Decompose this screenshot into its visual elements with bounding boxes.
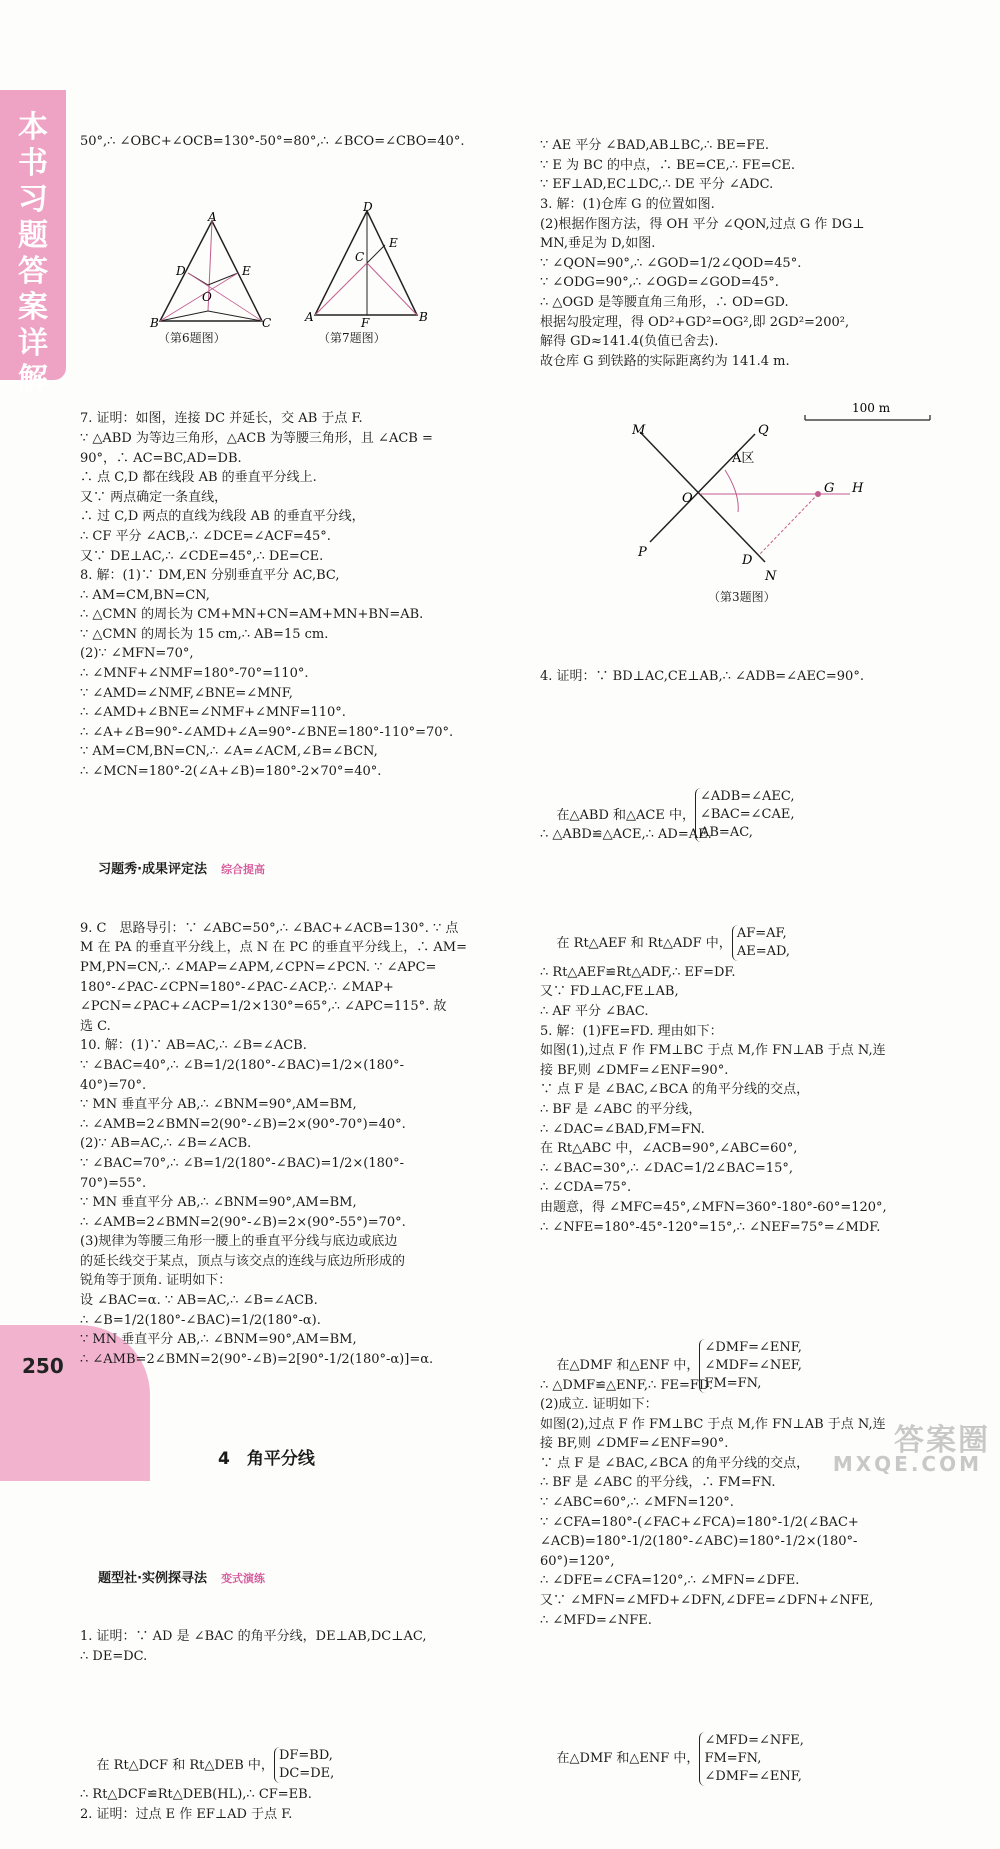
text-line: 在 Rt△ABC 中，∠ACB=90°,∠ABC=60°, [540,1141,798,1157]
text-line: ∴ AF 平分 ∠BAC. [540,1004,649,1019]
sidebar-tab [0,90,66,397]
brace-group [732,925,790,961]
text-line: ∵ ∠ODG=90°,∴ ∠OGD=∠GOD=45°. [540,275,779,291]
text-line: ∴ BF 是 ∠ABC 的平分线， [540,1101,702,1117]
page-number: 250 [22,1354,64,1378]
text-line: M 在 PA 的垂直平分线上，点 N 在 PC 的垂直平分线上，∴ AM= [80,940,467,956]
text-line: ∴ ∠AMB=2∠BMN=2(90°-∠B)=2×(90°-55°)=70°. [80,1214,406,1230]
fig3-label: G [824,481,835,497]
text-line: ∵ E 为 BC 的中点，∴ BE=CE,∴ FE=CE. [540,157,796,173]
brace-block-4: 在△DMF 和△ENF 中， ∠DMF=∠ENF, ∠MDF=∠NEF, FM=FN, [556,1339,802,1391]
section-tag: 综合提高 [221,863,266,876]
brace-line: DF=BD, [278,1748,333,1764]
text-line: ∴ ∠BAC=30°,∴ ∠DAC=1/2∠BAC=15°, [540,1160,793,1176]
text-line: 接 BF,则 ∠DMF=∠ENF=90°. [540,1436,729,1452]
fig3-label: P [638,545,647,561]
fig3-label: N [765,569,777,585]
text-line: (2)∵ AB=AC,∴ ∠B=∠ACB. [80,1136,252,1152]
text-line: ∴ ∠MFD=∠NFE. [540,1612,652,1628]
brace-block-1: 在 Rt△DCF 和 Rt△DEB 中， DF=BD, DC=DE, [96,1748,335,1782]
chapter-title: 4 角平分线 [218,1449,315,1470]
text-line: 3. 解：(1)仓库 G 的位置如图. [540,196,715,212]
brace-block-2: 在△ABD 和△ACE 中， ∠ADB=∠AEC, ∠BAC=∠CAE, AB=AC, [556,789,795,841]
text-line: 40°)=70°. [80,1077,147,1093]
text-line: ∴ CF 平分 ∠ACB,∴ ∠DCE=∠ACF=45°. [80,528,331,544]
section-heading-2: 题型社·实例探寻法 变式演练 [98,1570,266,1586]
text-line: ∴ △ABD≌△ACE,∴ AD=AE. [540,826,712,842]
text-line: ∵ ∠CFA=180°-(∠FAC+∠FCA)=180°-1/2(∠BAC+ [540,1514,859,1530]
text-line: 7. 证明：如图，连接 DC 并延长，交 AB 于点 F. [80,411,363,427]
fig7-label: B [419,309,428,324]
fig3-label: D [742,553,753,569]
text-line: ∴ ∠CDA=75°. [540,1180,632,1196]
brace-line: ∠DMF=∠ENF, [704,1768,802,1784]
brace-group [274,1747,334,1783]
text-line: 60°)=120°, [540,1553,615,1569]
brace-group [699,1732,803,1786]
left-lines-d [80,1785,500,1824]
brace-line: FM=FN, [704,1375,762,1391]
fig7-label: D [363,199,373,214]
text-line: 根据勾股定理，得 OD²+GD²=OG²,即 2GD²=200², [540,314,850,330]
fig3-label: Q [758,423,769,439]
text-line: ∵ AM=CM,BN=CN,∴ ∠A=∠ACM,∠B=∠BCN, [80,744,378,760]
brace-line: ∠MFD=∠NFE, [704,1732,804,1748]
brace-line: ∠ADB=∠AEC, [699,789,795,805]
right-lines-d [540,963,995,1237]
brace-line: FM=FN, [704,1750,762,1766]
text-line: 锐角等于顶角. 证明如下： [80,1273,232,1289]
text-line: 的延长线交于某点，顶点与该交点的连线与底边所形成的 [80,1253,406,1269]
text-line: 如图(2),过点 F 作 FM⊥BC 于点 M,作 FN⊥AB 于点 N,连 [540,1416,886,1432]
brace-line: DC=DE, [278,1766,335,1782]
text-line: PM,PN=CN,∴ ∠MAP=∠APM,∠CPN=∠PCN. ∵ ∠APC= [80,959,437,975]
text-line: 70°)=55°. [80,1175,147,1191]
text-line: 1. 证明：∵ AD 是 ∠BAC 的角平分线，DE⊥AB,DC⊥AC, [80,1629,427,1645]
fig3-label: O [682,491,693,507]
fig7-label: A [305,309,314,324]
sidebar-title: 本书习题答案详解 [18,110,48,397]
text-line: 故仓库 G 到铁路的实际距离约为 141.4 m. [540,353,790,369]
brace-line: AE=AD, [736,944,791,960]
section-tag-2: 变式演练 [221,1571,266,1585]
text-line: MN,垂足为 D,如图. [540,236,656,252]
text-line: ∴ △OGD 是等腰直角三角形，∴ OD=GD. [540,294,789,310]
text-line: 5. 解：(1)FE=FD. 理由如下： [540,1023,723,1039]
text-line: ∴ ∠DAC=∠BAD,FM=FN. [540,1121,705,1137]
text-line: 2. 证明：过点 E 作 EF⊥AD 于点 F. [80,1806,293,1822]
text-line: ∴ DE=DC. [80,1648,148,1664]
text-line: 8. 解：(1)∵ DM,EN 分别垂直平分 AC,BC, [80,568,340,584]
brace-line: AF=AF, [736,926,787,942]
text-line: ∴ 点 C,D 都在线段 AB 的垂直平分线上. [80,470,317,486]
text-line: 解得 GD≈141.4(负值已舍去). [540,334,719,350]
text-line: ∴ △CMN 的周长为 CM+MN+CN=AM+MN+BN=AB. [80,607,424,623]
figure-6 [150,209,272,330]
brace-line: AB=AC, [699,825,753,841]
fig6-label: D [176,263,186,278]
text-line: ∵ ∠BAC=70°,∴ ∠B=1/2(180°-∠BAC)=1/2×(180°- [80,1155,405,1171]
text-line: ∵ ∠QON=90°,∴ ∠GOD=1/2∠QOD=45°. [540,255,802,271]
text-line: ∴ AM=CM,BN=CN, [80,587,210,603]
text-line: 4. 证明：∵ BD⊥AC,CE⊥AB,∴ ∠ADB=∠AEC=90°. [540,668,864,684]
text-line: (3)规律为等腰三角形一腰上的垂直平分线与底边或底边 [80,1234,398,1250]
watermark-logo: 答案圈 [894,1423,990,1458]
left-lines-top [80,132,500,152]
left-lines-c [80,1627,500,1666]
text-line: 选 C. [80,1018,111,1034]
text-line: ∵ AE 平分 ∠BAD,AB⊥BC,∴ BE=FE. [540,138,770,154]
brace-line: ∠DMF=∠ENF, [704,1339,802,1355]
text-line: ∴ Rt△DCF≌Rt△DEB(HL),∴ CF=EB. [80,1786,312,1802]
text-line: ∴ Rt△AEF≌Rt△ADF,∴ EF=DF. [540,964,736,980]
text-line: ∵ ∠ABC=60°,∴ ∠MFN=120°. [540,1495,734,1511]
text-line: ∵ ∠AMD=∠NMF,∠BNE=∠MNF, [80,685,293,701]
brace-line: ∠BAC=∠CAE, [699,807,795,823]
text-line: ∵ MN 垂直平分 AB,∴ ∠BNM=90°,AM=BM, [80,1195,357,1211]
fig6-label: A [208,209,217,224]
text-line: ∴ 过 C,D 两点的直线为线段 AB 的垂直平分线， [80,509,365,525]
section-heading: 习题秀·成果评定法 综合提高 [98,862,266,877]
right-lines-b [540,667,995,687]
text-line: ∵ 点 F 是 ∠BAC,∠BCA 的角平分线的交点， [540,1455,810,1471]
text-line: ∠ACB)=180°-1/2(180°-∠ABC)=180°-1/2×(180°- [540,1534,858,1550]
text-line: 又∵ ∠MFN=∠MFD+∠DFN,∠DFE=∠DFN+∠NFE, [540,1593,874,1609]
figure-3 [620,401,960,587]
text-line: (2)∵ ∠MFN=70°, [80,646,194,662]
text-line: 设 ∠BAC=α. ∵ AB=AC,∴ ∠B=∠ACB. [80,1293,318,1309]
left-lines-a [80,409,500,781]
text-line: ∴ ∠B=1/2(180°-∠BAC)=1/2(180°-α). [80,1312,321,1328]
text-line: ∵ MN 垂直平分 AB,∴ ∠BNM=90°,AM=BM, [80,1097,357,1113]
text-line: ∵ 点 F 是 ∠BAC,∠BCA 的角平分线的交点， [540,1082,810,1098]
text-line: ∴ ∠MCN=180°-2(∠A+∠B)=180°-2×70°=40°. [80,764,382,780]
watermark-url: MXQE.COM [832,1452,982,1476]
text-line: ∴ △DMF≌△ENF,∴ FE=FD. [540,1377,713,1393]
brace-line: ∠MDF=∠NEF, [704,1357,802,1373]
right-lines-a [540,136,995,371]
text-line: ∴ ∠DFE=∠CFA=120°,∴ ∠MFN=∠DFE. [540,1573,800,1589]
text-line: 9. C 思路导引：∵ ∠ABC=50°,∴ ∠BAC+∠ACB=130°. ∵ 点 [80,920,459,936]
fig7-label: C [355,249,365,264]
fig3-caption: （第3题图） [708,590,776,605]
text-line: 50°,∴ ∠OBC+∠OCB=130°-50°=80°,∴ ∠BCO=∠CBO=40°. [80,134,465,150]
figure-3-block [540,401,995,608]
fig3-scale: 100 m [852,401,891,416]
figure-7 [305,199,435,330]
text-line: 接 BF,则 ∠DMF=∠ENF=90°. [540,1062,729,1078]
left-lines-b [80,919,500,1370]
text-line: ∵ △CMN 的周长为 15 cm,∴ AB=15 cm. [80,626,329,642]
fig6-caption: （第6题图） [158,330,226,345]
right-column [540,97,995,1784]
text-line: ∴ ∠AMD+∠BNE=∠NMF+∠MNF=110°. [80,705,346,721]
fig3-label: M [632,423,646,439]
brace-block-5: 在△DMF 和△ENF 中， ∠MFD=∠NFE, FM=FN, ∠DMF=∠ENF, [556,1732,804,1784]
text-line: ∵ △ABD 为等边三角形，△ACB 为等腰三角形，且 ∠ACB = [80,430,433,446]
text-line: (2)成立. 证明如下： [540,1397,658,1413]
fig6-label: E [242,263,251,278]
fig6-label: C [262,315,272,330]
fig3-label: A区 [732,451,755,467]
text-line: 180°-∠PAC-∠CPN=180°-∠PAC-∠ACP,∴ ∠MAP+ [80,979,394,995]
fig7-caption: （第7题图） [318,330,386,345]
brace-group [699,1339,801,1393]
figures-row [80,199,500,351]
text-line: ∴ ∠A+∠B=90°-∠AMD+∠A=90°-∠BNE=180°-110°=70°. [80,724,454,740]
text-line: 如图(1),过点 F 作 FM⊥BC 于点 M,作 FN⊥AB 于点 N,连 [540,1043,886,1059]
text-line: 由题意，得 ∠MFC=45°,∠MFN=360°-180°-60°=120°, [540,1199,887,1215]
text-line: 又∵ FD⊥AC,FE⊥AB, [540,984,679,1000]
text-line: ∴ ∠NFE=180°-45°-120°=15°,∴ ∠NEF=75°=∠MDF. [540,1219,881,1235]
text-line: 又∵ 两点确定一条直线， [80,489,228,505]
fig3-label: H [852,481,864,497]
chapter-heading-block [80,1428,500,1490]
fig7-label: E [389,235,398,250]
text-line: ∵ MN 垂直平分 AB,∴ ∠BNM=90°,AM=BM, [80,1332,357,1348]
fig6-label: B [150,315,159,330]
text-line: ∴ ∠MNF+∠NMF=180°-70°=110°. [80,666,309,682]
left-column [80,93,500,1844]
fig6-label: O [202,289,212,304]
text-line: 90°，∴ AC=BC,AD=DB. [80,450,242,466]
text-line: 又∵ DE⊥AC,∴ ∠CDE=45°,∴ DE=CE. [80,548,324,564]
text-line: ∴ ∠AMB=2∠BMN=2(90°-∠B)=2×(90°-70°)=40°. [80,1116,406,1132]
text-line: ∴ ∠AMB=2∠BMN=2(90°-∠B)=2[90°-1/2(180°-α)]=α. [80,1351,434,1367]
text-line: ∴ BF 是 ∠ABC 的平分线，∴ FM=FN. [540,1475,776,1491]
text-line: ∠PCN=∠PAC+∠ACP=1/2×130°=65°,∴ ∠APC=115°. 故 [80,999,447,1015]
brace-block-3: 在 Rt△AEF 和 Rt△ADF 中， AF=AF, AE=AD, [556,926,791,960]
fig7-label: F [361,315,370,330]
text-line: ∵ ∠BAC=40°,∴ ∠B=1/2(180°-∠BAC)=1/2×(180°- [80,1057,405,1073]
text-line: 10. 解：(1)∵ AB=AC,∴ ∠B=∠ACB. [80,1038,307,1054]
text-line: ∵ EF⊥AD,EC⊥DC,∴ DE 平分 ∠ADC. [540,177,774,193]
right-lines-e [540,1376,995,1631]
text-line: (2)根据作图方法，得 OH 平分 ∠QON,过点 G 作 DG⊥ [540,216,865,232]
